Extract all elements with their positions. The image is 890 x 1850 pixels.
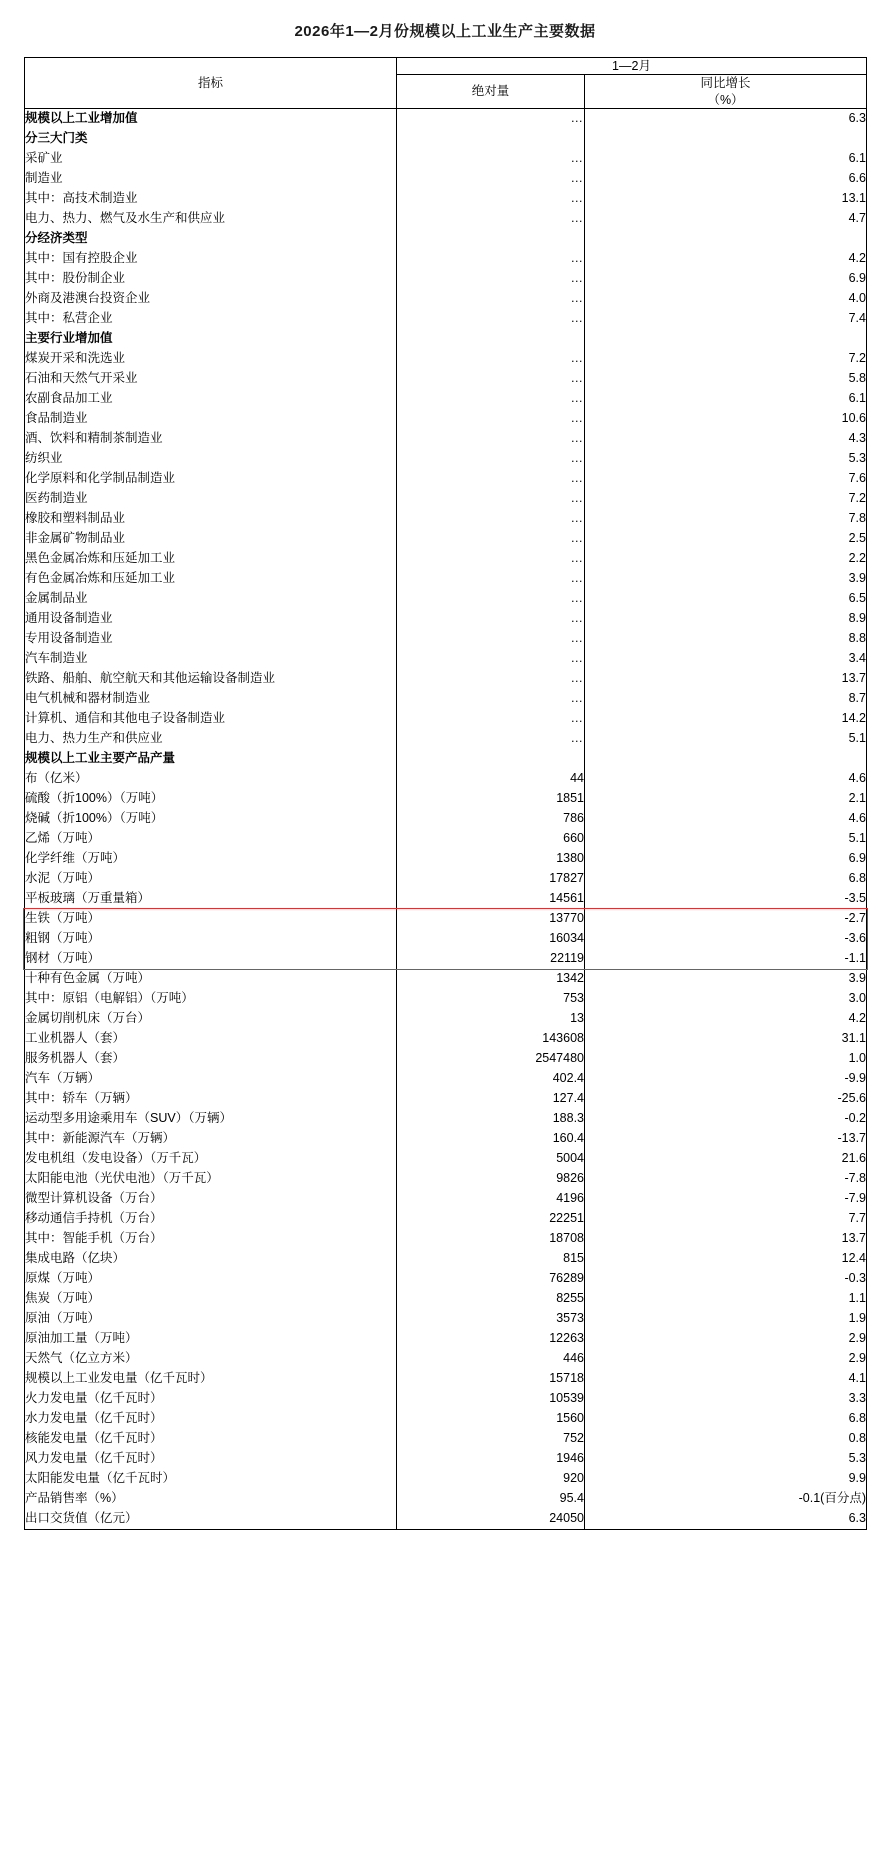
page-title: 2026年1—2月份规模以上工业生产主要数据 — [294, 23, 596, 40]
table-row — [25, 129, 867, 149]
row-indicator: 其中：私营企业 — [25, 309, 397, 329]
table-row — [25, 1249, 867, 1269]
row-indicator: 硫酸（折100%）（万吨） — [25, 789, 397, 809]
table-row — [25, 1309, 867, 1329]
table-row — [25, 229, 867, 249]
table-row — [25, 529, 867, 549]
row-absolute: 446 — [397, 1349, 585, 1369]
table-row — [25, 569, 867, 589]
table-row — [25, 769, 867, 789]
row-indicator: 布（亿米） — [25, 769, 397, 789]
row-absolute: 786 — [397, 809, 585, 829]
row-absolute: 127.4 — [397, 1089, 585, 1109]
row-yoy: 7.8 — [848, 510, 866, 525]
row-indicator: 石油和天然气开采业 — [25, 369, 397, 389]
row-indicator: 产品销售率（%） — [25, 1489, 397, 1509]
table-row — [25, 1409, 867, 1429]
table-row — [25, 949, 867, 969]
row-yoy: -1.1 — [844, 950, 866, 965]
table-row — [25, 909, 867, 929]
row-indicator: 纺织业 — [25, 449, 397, 469]
row-yoy — [585, 129, 867, 149]
row-yoy: 8.8 — [848, 630, 866, 645]
row-absolute: 1380 — [397, 849, 585, 869]
row-indicator: 其中：高技术制造业 — [25, 189, 397, 209]
row-yoy: 5.1 — [848, 830, 866, 845]
table-row — [25, 589, 867, 609]
row-absolute: 12263 — [397, 1329, 585, 1349]
row-indicator: 烧碱（折100%）（万吨） — [25, 809, 397, 829]
row-yoy: 2.1 — [848, 790, 866, 805]
row-indicator: 原煤（万吨） — [25, 1269, 397, 1289]
row-absolute: … — [397, 629, 585, 649]
row-indicator: 化学原料和化学制品制造业 — [25, 469, 397, 489]
row-absolute: 22119 — [397, 949, 585, 969]
table-row — [25, 1349, 867, 1369]
table-row — [25, 889, 867, 909]
row-yoy: 9.9 — [848, 1470, 866, 1485]
row-absolute — [397, 229, 585, 249]
row-yoy: 7.4 — [848, 310, 866, 325]
row-absolute: … — [397, 109, 585, 129]
row-indicator: 原油加工量（万吨） — [25, 1329, 397, 1349]
row-yoy: 3.3 — [848, 1390, 866, 1405]
table-row — [25, 969, 867, 989]
row-absolute: … — [397, 529, 585, 549]
row-indicator: 风力发电量（亿千瓦时） — [25, 1449, 397, 1469]
row-indicator: 火力发电量（亿千瓦时） — [25, 1389, 397, 1409]
row-absolute: … — [397, 369, 585, 389]
row-yoy: -0.3 — [844, 1270, 866, 1285]
table-row — [25, 249, 867, 269]
table-row — [25, 489, 867, 509]
table-row — [25, 1509, 867, 1530]
row-yoy: 6.3 — [848, 1510, 866, 1525]
row-absolute: … — [397, 269, 585, 289]
table-row — [25, 1049, 867, 1069]
row-indicator: 电力、热力、燃气及水生产和供应业 — [25, 209, 397, 229]
row-yoy: 4.3 — [848, 430, 866, 445]
row-indicator: 水力发电量（亿千瓦时） — [25, 1409, 397, 1429]
table-row — [25, 849, 867, 869]
row-indicator: 水泥（万吨） — [25, 869, 397, 889]
row-indicator: 平板玻璃（万重量箱） — [25, 889, 397, 909]
table-row — [25, 1169, 867, 1189]
row-yoy: 4.0 — [848, 290, 866, 305]
row-indicator: 金属制品业 — [25, 589, 397, 609]
row-indicator: 规模以上工业增加值 — [25, 109, 397, 129]
row-indicator: 电气机械和器材制造业 — [25, 689, 397, 709]
table-row — [25, 1009, 867, 1029]
table-row — [25, 409, 867, 429]
row-yoy: -7.9 — [844, 1190, 866, 1205]
row-indicator: 其中：新能源汽车（万辆） — [25, 1129, 397, 1149]
row-absolute: … — [397, 449, 585, 469]
row-indicator: 农副食品加工业 — [25, 389, 397, 409]
row-indicator: 太阳能电池（光伏电池）（万千瓦） — [25, 1169, 397, 1189]
row-absolute: 2547480 — [397, 1049, 585, 1069]
table-row — [25, 269, 867, 289]
row-absolute: … — [397, 309, 585, 329]
header-absolute: 绝对量 — [397, 75, 585, 109]
row-absolute: … — [397, 409, 585, 429]
row-yoy: 6.6 — [848, 170, 866, 185]
table-row — [25, 1469, 867, 1489]
row-absolute: … — [397, 729, 585, 749]
row-absolute: 3573 — [397, 1309, 585, 1329]
row-yoy: 21.6 — [841, 1150, 866, 1165]
row-absolute: … — [397, 149, 585, 169]
row-indicator: 其中：股份制企业 — [25, 269, 397, 289]
row-indicator: 移动通信手持机（万台） — [25, 1209, 397, 1229]
table-header — [24, 57, 867, 109]
row-indicator: 通用设备制造业 — [25, 609, 397, 629]
table-row — [25, 689, 867, 709]
row-indicator: 电力、热力生产和供应业 — [25, 729, 397, 749]
row-yoy: 6.8 — [848, 870, 866, 885]
row-absolute: 14561 — [397, 889, 585, 909]
row-yoy: 14.2 — [841, 710, 866, 725]
table-body — [24, 109, 867, 1530]
header-indicator: 指标 — [25, 58, 397, 109]
row-indicator: 运动型多用途乘用车（SUV）（万辆） — [25, 1109, 397, 1129]
table-row — [25, 1129, 867, 1149]
table-row — [25, 429, 867, 449]
row-yoy: 3.0 — [848, 990, 866, 1005]
row-yoy: 12.4 — [841, 1250, 866, 1265]
row-yoy: -2.7 — [844, 910, 866, 925]
row-absolute: 752 — [397, 1429, 585, 1449]
row-absolute: 920 — [397, 1469, 585, 1489]
row-indicator: 其中：轿车（万辆） — [25, 1089, 397, 1109]
row-yoy: 2.5 — [848, 530, 866, 545]
row-indicator: 煤炭开采和洗选业 — [25, 349, 397, 369]
row-absolute — [397, 129, 585, 149]
row-absolute: … — [397, 209, 585, 229]
row-yoy: 3.9 — [848, 970, 866, 985]
row-yoy: 13.7 — [841, 1230, 866, 1245]
table-row — [25, 629, 867, 649]
table-row — [25, 449, 867, 469]
row-absolute: … — [397, 669, 585, 689]
row-indicator: 有色金属冶炼和压延加工业 — [25, 569, 397, 589]
table-row — [25, 929, 867, 949]
table-row — [25, 1089, 867, 1109]
row-yoy: 7.7 — [848, 1210, 866, 1225]
row-absolute: 13770 — [397, 909, 585, 929]
row-absolute: … — [397, 249, 585, 269]
row-yoy: 4.6 — [848, 810, 866, 825]
row-absolute: … — [397, 169, 585, 189]
row-yoy: 10.6 — [841, 410, 866, 425]
table-row — [25, 1489, 867, 1509]
row-absolute: … — [397, 549, 585, 569]
row-absolute: 95.4 — [397, 1489, 585, 1509]
row-absolute: … — [397, 509, 585, 529]
table-row — [25, 1449, 867, 1469]
row-indicator: 其中：智能手机（万台） — [25, 1229, 397, 1249]
row-absolute: … — [397, 589, 585, 609]
row-yoy: -0.1(百分点) — [798, 1490, 866, 1505]
row-indicator: 钢材（万吨） — [25, 949, 397, 969]
row-yoy — [585, 329, 867, 349]
table-row — [25, 1329, 867, 1349]
table-row — [25, 789, 867, 809]
row-absolute: 160.4 — [397, 1129, 585, 1149]
row-absolute: 188.3 — [397, 1109, 585, 1129]
row-indicator: 化学纤维（万吨） — [25, 849, 397, 869]
table-row — [25, 1109, 867, 1129]
row-indicator: 焦炭（万吨） — [25, 1289, 397, 1309]
table-row — [25, 329, 867, 349]
row-yoy: 8.9 — [848, 610, 866, 625]
row-absolute: 143608 — [397, 1029, 585, 1049]
row-absolute: … — [397, 569, 585, 589]
row-yoy: 5.3 — [848, 1450, 866, 1465]
table-row — [25, 989, 867, 1009]
row-yoy: 6.3 — [848, 110, 866, 125]
row-yoy: -13.7 — [837, 1130, 866, 1145]
table-row — [25, 169, 867, 189]
row-indicator: 工业机器人（套） — [25, 1029, 397, 1049]
row-absolute: … — [397, 189, 585, 209]
row-indicator: 食品制造业 — [25, 409, 397, 429]
table-row — [25, 809, 867, 829]
row-yoy — [585, 229, 867, 249]
row-indicator: 天然气（亿立方米） — [25, 1349, 397, 1369]
row-yoy: 0.8 — [848, 1430, 866, 1445]
row-indicator: 金属切削机床（万台） — [25, 1009, 397, 1029]
row-yoy: 3.4 — [848, 650, 866, 665]
row-indicator: 原油（万吨） — [25, 1309, 397, 1329]
row-yoy: 6.1 — [848, 150, 866, 165]
table-row — [25, 369, 867, 389]
row-absolute: 4196 — [397, 1189, 585, 1209]
row-absolute: 18708 — [397, 1229, 585, 1249]
row-indicator: 集成电路（亿块） — [25, 1249, 397, 1269]
row-indicator: 乙烯（万吨） — [25, 829, 397, 849]
row-absolute — [397, 749, 585, 769]
row-yoy: 5.8 — [848, 370, 866, 385]
table-row — [25, 309, 867, 329]
table-row — [25, 469, 867, 489]
table-row — [25, 1189, 867, 1209]
row-yoy: 13.7 — [841, 670, 866, 685]
table-row — [25, 509, 867, 529]
row-indicator: 服务机器人（套） — [25, 1049, 397, 1069]
header-yoy — [585, 75, 867, 109]
row-yoy: 6.9 — [848, 850, 866, 865]
row-absolute: 815 — [397, 1249, 585, 1269]
row-indicator: 外商及港澳台投资企业 — [25, 289, 397, 309]
row-indicator: 太阳能发电量（亿千瓦时） — [25, 1469, 397, 1489]
table-row — [25, 389, 867, 409]
table-row — [25, 109, 867, 129]
row-indicator: 发电机组（发电设备）（万千瓦） — [25, 1149, 397, 1169]
row-indicator: 酒、饮料和精制茶制造业 — [25, 429, 397, 449]
header-yoy-line2: （%） — [707, 92, 744, 107]
row-absolute: 17827 — [397, 869, 585, 889]
row-absolute: 660 — [397, 829, 585, 849]
row-indicator: 出口交货值（亿元） — [25, 1509, 397, 1530]
row-yoy: -25.6 — [837, 1090, 866, 1105]
row-indicator: 铁路、船舶、航空航天和其他运输设备制造业 — [25, 669, 397, 689]
row-yoy: 6.1 — [848, 390, 866, 405]
row-yoy: 1.1 — [848, 1290, 866, 1305]
table-row — [25, 289, 867, 309]
row-yoy: -3.6 — [844, 930, 866, 945]
row-yoy: -0.2 — [844, 1110, 866, 1125]
row-absolute: … — [397, 349, 585, 369]
row-yoy: -3.5 — [844, 890, 866, 905]
row-indicator: 生铁（万吨） — [25, 909, 397, 929]
row-yoy: 4.7 — [848, 210, 866, 225]
row-indicator: 汽车（万辆） — [25, 1069, 397, 1089]
row-indicator: 分三大门类 — [25, 129, 397, 149]
row-yoy: 2.2 — [848, 550, 866, 565]
row-indicator: 黑色金属冶炼和压延加工业 — [25, 549, 397, 569]
row-yoy: 5.3 — [848, 450, 866, 465]
row-absolute: … — [397, 609, 585, 629]
row-absolute: … — [397, 469, 585, 489]
row-indicator: 制造业 — [25, 169, 397, 189]
row-indicator: 采矿业 — [25, 149, 397, 169]
table-row — [25, 1209, 867, 1229]
row-absolute: 5004 — [397, 1149, 585, 1169]
row-yoy: 7.2 — [848, 350, 866, 365]
row-yoy: 2.9 — [848, 1330, 866, 1345]
row-indicator: 汽车制造业 — [25, 649, 397, 669]
table-row — [25, 1029, 867, 1049]
row-absolute: … — [397, 709, 585, 729]
row-yoy: -9.9 — [844, 1070, 866, 1085]
row-yoy: 2.9 — [848, 1350, 866, 1365]
row-indicator: 其中：国有控股企业 — [25, 249, 397, 269]
table-row — [25, 1429, 867, 1449]
row-absolute: 753 — [397, 989, 585, 1009]
row-yoy: 1.0 — [848, 1050, 866, 1065]
row-absolute: … — [397, 289, 585, 309]
row-indicator: 核能发电量（亿千瓦时） — [25, 1429, 397, 1449]
table-row — [25, 209, 867, 229]
row-absolute: … — [397, 689, 585, 709]
table-row — [25, 1389, 867, 1409]
row-indicator: 非金属矿物制品业 — [25, 529, 397, 549]
table-row — [25, 829, 867, 849]
row-absolute: 76289 — [397, 1269, 585, 1289]
row-yoy: 6.8 — [848, 1410, 866, 1425]
row-absolute: 15718 — [397, 1369, 585, 1389]
table-row — [25, 549, 867, 569]
row-absolute: 8255 — [397, 1289, 585, 1309]
table-row — [25, 1069, 867, 1089]
row-yoy: 4.2 — [848, 1010, 866, 1025]
row-absolute: 1560 — [397, 1409, 585, 1429]
row-absolute: 13 — [397, 1009, 585, 1029]
table-row — [25, 349, 867, 369]
row-absolute: 22251 — [397, 1209, 585, 1229]
row-indicator: 十种有色金属（万吨） — [25, 969, 397, 989]
row-yoy: 4.1 — [848, 1370, 866, 1385]
row-indicator: 微型计算机设备（万台） — [25, 1189, 397, 1209]
row-indicator: 分经济类型 — [25, 229, 397, 249]
row-yoy: 1.9 — [848, 1310, 866, 1325]
table-row — [25, 1369, 867, 1389]
row-absolute: 10539 — [397, 1389, 585, 1409]
row-indicator: 橡胶和塑料制品业 — [25, 509, 397, 529]
row-indicator: 主要行业增加值 — [25, 329, 397, 349]
table-row — [25, 669, 867, 689]
row-indicator: 粗钢（万吨） — [25, 929, 397, 949]
row-absolute: 44 — [397, 769, 585, 789]
table-row — [25, 1269, 867, 1289]
row-yoy: 8.7 — [848, 690, 866, 705]
header-yoy-line1: 同比增长 — [700, 76, 751, 91]
row-absolute: 1946 — [397, 1449, 585, 1469]
table-row — [25, 749, 867, 769]
row-absolute: 402.4 — [397, 1069, 585, 1089]
row-absolute: … — [397, 389, 585, 409]
row-indicator: 规模以上工业发电量（亿千瓦时） — [25, 1369, 397, 1389]
table-row — [25, 729, 867, 749]
table-row — [25, 1229, 867, 1249]
row-yoy: 6.5 — [848, 590, 866, 605]
row-absolute: 9826 — [397, 1169, 585, 1189]
table-row — [25, 709, 867, 729]
table-container — [0, 57, 890, 1550]
table-row — [25, 1289, 867, 1309]
table-row — [25, 869, 867, 889]
table-row — [25, 609, 867, 629]
row-indicator: 专用设备制造业 — [25, 629, 397, 649]
table-row — [25, 649, 867, 669]
row-yoy: 3.9 — [848, 570, 866, 585]
row-yoy: 5.1 — [848, 730, 866, 745]
row-indicator: 其中：原铝（电解铝）（万吨） — [25, 989, 397, 1009]
row-yoy: 31.1 — [841, 1030, 866, 1045]
row-absolute: 16034 — [397, 929, 585, 949]
row-absolute: … — [397, 489, 585, 509]
row-indicator: 规模以上工业主要产品产量 — [25, 749, 397, 769]
row-yoy: 13.1 — [841, 190, 866, 205]
row-yoy — [585, 749, 867, 769]
row-indicator: 计算机、通信和其他电子设备制造业 — [25, 709, 397, 729]
row-yoy: -7.8 — [844, 1170, 866, 1185]
row-yoy: 7.6 — [848, 470, 866, 485]
row-absolute: 1342 — [397, 969, 585, 989]
row-absolute: … — [397, 649, 585, 669]
row-yoy: 4.2 — [848, 250, 866, 265]
row-yoy: 4.6 — [848, 770, 866, 785]
row-absolute — [397, 329, 585, 349]
row-absolute: 24050 — [397, 1509, 585, 1530]
row-absolute: … — [397, 429, 585, 449]
row-yoy: 6.9 — [848, 270, 866, 285]
header-period: 1—2月 — [397, 58, 867, 75]
row-absolute: 1851 — [397, 789, 585, 809]
row-yoy: 7.2 — [848, 490, 866, 505]
table-row — [25, 149, 867, 169]
table-row — [25, 1149, 867, 1169]
row-indicator: 医药制造业 — [25, 489, 397, 509]
table-row — [25, 189, 867, 209]
